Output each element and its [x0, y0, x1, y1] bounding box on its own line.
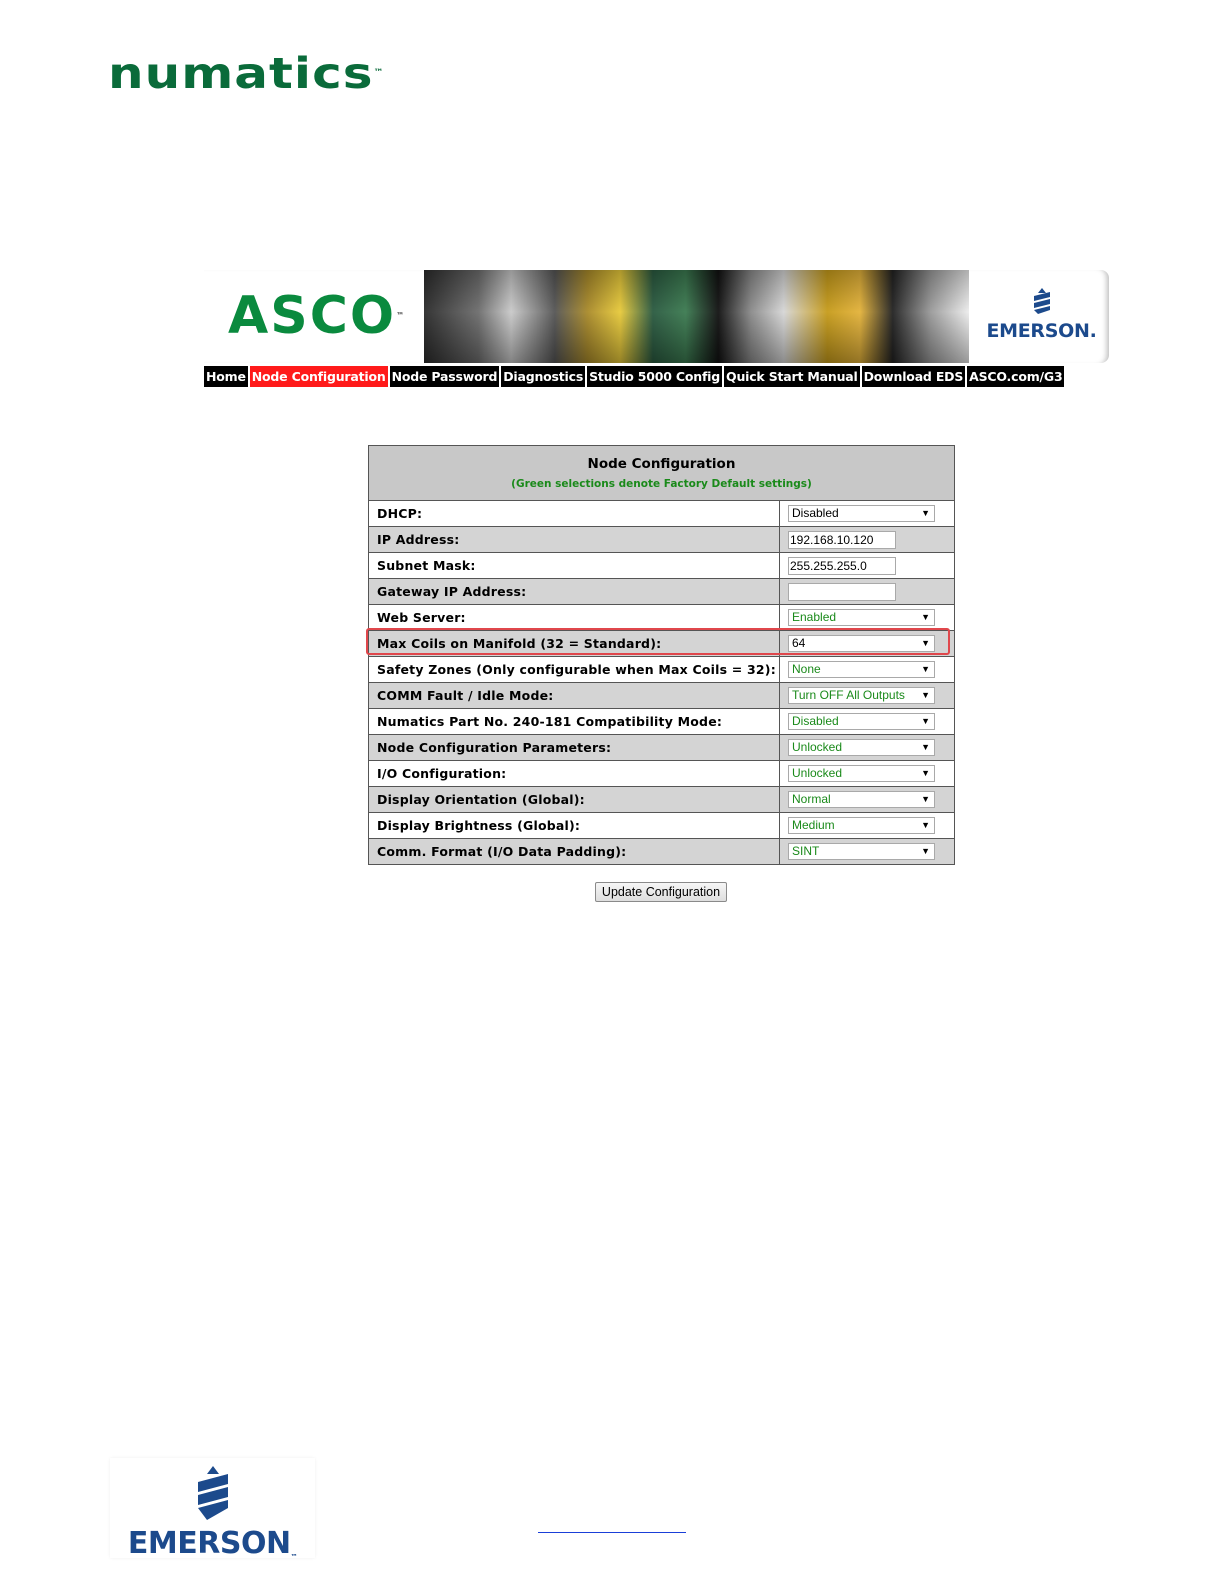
config-row [369, 501, 954, 527]
config-select-value: Normal [792, 792, 831, 806]
config-row-label: Node Configuration Parameters: [369, 735, 780, 760]
config-row [369, 579, 954, 605]
config-select[interactable] [788, 739, 935, 756]
config-row [369, 709, 954, 735]
dropdown-arrow-icon[interactable]: ▼ [921, 638, 930, 648]
config-select-value: SINT [792, 844, 820, 858]
config-row-value [780, 527, 954, 552]
asco-logo-text: ASCO [228, 286, 397, 346]
dropdown-arrow-icon[interactable]: ▼ [921, 742, 930, 752]
footer-link-underline[interactable] [538, 1532, 686, 1533]
config-row-value [780, 761, 954, 786]
config-select[interactable] [788, 505, 935, 522]
config-text-input[interactable]: 192.168.10.120 [788, 531, 896, 549]
nav-item-download-eds[interactable]: Download EDS [862, 366, 966, 387]
node-configuration-table [368, 445, 955, 865]
config-select[interactable] [788, 713, 935, 730]
dropdown-arrow-icon[interactable]: ▼ [921, 716, 930, 726]
dropdown-arrow-icon[interactable]: ▼ [921, 820, 930, 830]
asco-logo [228, 288, 406, 344]
config-row-value [780, 683, 954, 708]
asco-trademark: ™ [396, 311, 407, 320]
config-row-label: Max Coils on Manifold (32 = Standard): [369, 631, 780, 656]
config-row-label: Gateway IP Address: [369, 579, 780, 604]
config-select[interactable] [788, 609, 935, 626]
config-subtitle: (Green selections denote Factory Default settings) [511, 478, 812, 490]
config-row-label: DHCP: [369, 501, 780, 526]
numatics-trademark: ™ [373, 68, 385, 78]
config-row-label: Subnet Mask: [369, 553, 780, 578]
config-select-value: Turn OFF All Outputs [792, 688, 905, 702]
config-row-label: Safety Zones (Only configurable when Max Coils = 32): [369, 657, 780, 682]
config-row-label: IP Address: [369, 527, 780, 552]
emerson-banner-text: EMERSON. [986, 320, 1097, 342]
config-row-label: I/O Configuration: [369, 761, 780, 786]
config-row-label: Web Server: [369, 605, 780, 630]
dropdown-arrow-icon[interactable]: ▼ [921, 846, 930, 856]
config-row-value [780, 813, 954, 838]
dropdown-arrow-icon[interactable]: ▼ [921, 690, 930, 700]
config-select-value: None [792, 662, 821, 676]
nav-item-asco-com-g3[interactable]: ASCO.com/G3 [967, 366, 1064, 387]
config-row [369, 813, 954, 839]
header-banner [204, 270, 1109, 363]
config-row [369, 657, 954, 683]
dropdown-arrow-icon[interactable]: ▼ [921, 508, 930, 518]
dropdown-arrow-icon[interactable]: ▼ [921, 664, 930, 674]
config-row [369, 761, 954, 787]
numatics-logo-text: numatics [108, 48, 374, 99]
dropdown-arrow-icon[interactable]: ▼ [921, 768, 930, 778]
nav-item-home[interactable]: Home [204, 366, 248, 387]
emerson-footer-text [110, 1526, 315, 1561]
config-select-value: Medium [792, 818, 835, 832]
config-row-label: Display Orientation (Global): [369, 787, 780, 812]
config-select-value: Unlocked [792, 740, 843, 754]
update-configuration-button[interactable]: Update Configuration [595, 882, 727, 902]
config-row-value [780, 631, 954, 656]
emerson-mark-icon [195, 1466, 231, 1520]
config-row [369, 553, 954, 579]
config-row-label: Numatics Part No. 240-181 Compatibility Mode: [369, 709, 780, 734]
nav-item-node-configuration[interactable]: Node Configuration [250, 366, 388, 387]
config-row-label: Comm. Format (I/O Data Padding): [369, 839, 780, 864]
config-row [369, 839, 954, 864]
config-select[interactable] [788, 843, 935, 860]
config-row [369, 735, 954, 761]
config-row [369, 527, 954, 553]
main-nav [204, 366, 1064, 387]
banner-photo-collage [424, 270, 969, 363]
config-select[interactable] [788, 791, 935, 808]
nav-item-diagnostics[interactable]: Diagnostics [501, 366, 585, 387]
config-row-value [780, 709, 954, 734]
config-row-value [780, 657, 954, 682]
config-select-value: Disabled [792, 714, 839, 728]
nav-item-node-password[interactable]: Node Password [390, 366, 500, 387]
config-select[interactable] [788, 817, 935, 834]
emerson-banner-logo [984, 288, 1099, 342]
emerson-footer-word: EMERSON [127, 1526, 291, 1561]
emerson-mark-icon [1031, 288, 1053, 314]
config-row-value [780, 839, 954, 864]
config-select-value: Disabled [792, 506, 839, 520]
config-select[interactable] [788, 635, 935, 652]
config-select[interactable] [788, 687, 935, 704]
config-title: Node Configuration [587, 456, 736, 472]
config-text-input[interactable] [788, 583, 896, 601]
config-row-value [780, 787, 954, 812]
dropdown-arrow-icon[interactable]: ▼ [921, 794, 930, 804]
config-row-value [780, 553, 954, 578]
emerson-footer-trademark: ™ [290, 1553, 298, 1561]
nav-item-quick-start-manual[interactable]: Quick Start Manual [724, 366, 860, 387]
dropdown-arrow-icon[interactable]: ▼ [921, 612, 930, 622]
config-select-value: Unlocked [792, 766, 843, 780]
config-select-value: Enabled [792, 610, 837, 624]
config-row-value [780, 735, 954, 760]
config-row [369, 683, 954, 709]
config-row-label: Display Brightness (Global): [369, 813, 780, 838]
config-text-input[interactable]: 255.255.255.0 [788, 557, 896, 575]
config-select[interactable] [788, 765, 935, 782]
config-select-value: 64 [792, 636, 806, 650]
nav-item-studio-5000-config[interactable]: Studio 5000 Config [587, 366, 722, 387]
emerson-footer-logo [110, 1458, 315, 1561]
config-row [369, 787, 954, 813]
numatics-logo [108, 48, 385, 99]
config-row-value [780, 501, 954, 526]
config-header [369, 446, 954, 501]
config-row [369, 631, 954, 657]
config-select[interactable] [788, 661, 935, 678]
config-row-label: COMM Fault / Idle Mode: [369, 683, 780, 708]
config-row [369, 605, 954, 631]
config-row-value [780, 605, 954, 630]
config-row-value [780, 579, 954, 604]
